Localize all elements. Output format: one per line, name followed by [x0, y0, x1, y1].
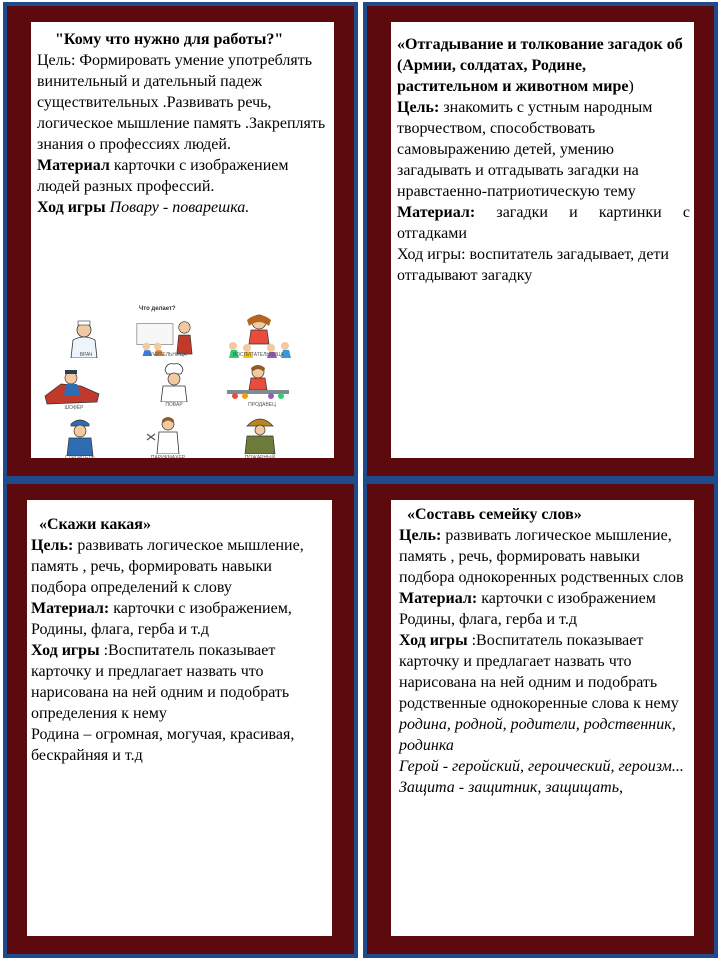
card-body: [391, 500, 694, 936]
card-title: «Отгадывание и толкование загадок об (Армии, солдатах, Родине, растительном и животном мире): [397, 36, 683, 95]
card-game: Ход игры :Воспитатель показывает карточку и предлагает назвать что нарисована на ней одним и подобрать определения к нему: [31, 642, 290, 722]
card-goal: Цель: Формировать умение употреблять винительный и дательный падеж существительных .Развивать речь, логическое мышление память .Закреплять знания о профессиях людей.: [37, 52, 326, 153]
firefighter-picture: [229, 414, 291, 454]
card-example-1: родина, родной, родители, родственник, родинка: [399, 716, 676, 754]
card-title: "Кому что нужно для работы?": [55, 31, 284, 48]
card-material: Материал карточки с изображением людей разных профессий.: [37, 157, 289, 195]
card-game: Ход игры: воспитатель загадывает, дети отгадывают загадку: [397, 246, 669, 284]
card-material: Материал: карточки с изображением Родины, флага, герба и т.д: [399, 590, 656, 628]
card-word-family: [363, 480, 718, 958]
card-title: «Составь семейку слов»: [407, 506, 582, 523]
card-title: «Скажи какая»: [39, 516, 151, 533]
card-game: Ход игры Повару - поварешка.: [37, 199, 250, 216]
card-goal: Цель: знакомить с устным народным творчеством, способствовать самовыражению детей, умению загадывать и отгадывать загадки на нравстаенно-патриотическую тему: [397, 99, 653, 200]
card-material: Материал: загадки и картинки с отгадками: [397, 204, 690, 242]
card-goal-continued: подбора однокоренных родственных слов: [399, 569, 684, 586]
illustration-title: Что делает?: [139, 306, 176, 312]
card-example-3: Защита - защитник, защищать,: [399, 779, 624, 796]
card-example-2: Герой - геройский, героический, героизм...: [399, 758, 684, 775]
teacher-picture: [133, 316, 213, 356]
driver-picture: [41, 366, 105, 406]
card-body: "Кому что нужно для работы?" Цель: Формировать умение употреблять винительный и дательный падеж существительных .Развивать речь, логическое мышление память .Закреплять знания о профессиях людей. Материал карточки с изображением людей разных профессий. Ход игры Повару - поварешка. Что делает? ВРАЧ УЧИТЕЛЬНИЦА ВОСПИТАТЕЛЬНИЦА ШОФЁР ПОВАР ПРОДАВЕЦ СТРОИТЕЛЬ ПАРИКМАХЕР ПОЖАРНЫЙ: [31, 22, 334, 458]
card-professions: [3, 2, 358, 480]
seller-picture: [223, 362, 293, 402]
card-body: [391, 22, 694, 458]
card-goal: Цель: развивать логическое мышление, память , речь, формировать навыки: [399, 527, 672, 565]
card-say-which: [3, 480, 358, 958]
card-example: Родина – огромная, могучая, красивая, бескрайняя и т.д: [31, 726, 295, 764]
builder-picture: [49, 416, 111, 456]
hairdresser-picture: [137, 414, 199, 454]
card-game: Ход игры :Воспитатель показывает карточку и предлагает назвать что нарисована на ней одним и подобрать родственные однокоренные слова к нему: [399, 632, 679, 712]
card-goal-continued: подбора определений к слову: [31, 579, 232, 596]
card-body: [27, 500, 332, 936]
card-goal: Цель: развивать логическое мышление, память , речь, формировать навыки: [31, 537, 304, 575]
card-riddles: [363, 2, 718, 480]
card-material: Материал: карточки с изображением, Родины, флага, герба и т.д: [31, 600, 292, 638]
cook-picture: [143, 362, 205, 402]
